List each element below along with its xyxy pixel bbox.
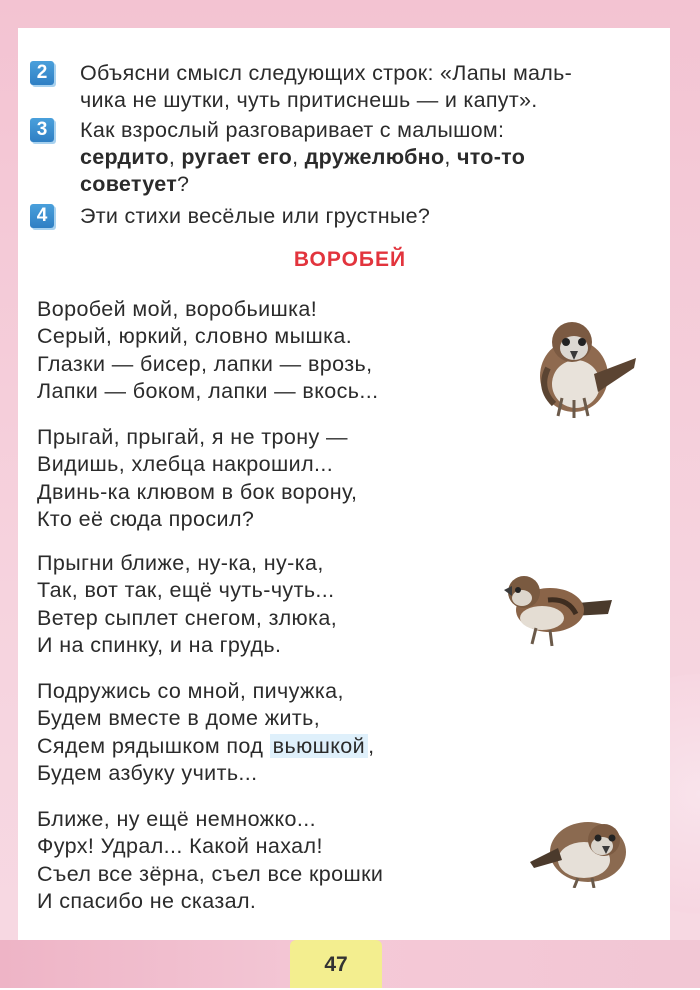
poem-line: Подружись со мной, пичужка, bbox=[37, 679, 344, 703]
punct: , bbox=[368, 733, 375, 758]
stanza-5 bbox=[37, 806, 383, 915]
poem-line: Двинь-ка клювом в бок ворону, bbox=[37, 479, 358, 504]
poem-line: Серый, юркий, словно мышка. bbox=[37, 324, 353, 349]
bold-word: дружелюбно bbox=[304, 145, 445, 169]
poem-line: Прыгни ближе, ну-ка, ну-ка, bbox=[37, 551, 324, 575]
punct: , bbox=[292, 145, 305, 169]
poem-line: Кто её сюда просил? bbox=[37, 506, 255, 531]
task-line: Эти стихи весёлые или грустные? bbox=[80, 204, 431, 228]
poem-line: Глазки — бисер, лапки — врозь, bbox=[37, 351, 373, 376]
poem-line: Съел все зёрна, съел все крошки bbox=[37, 861, 384, 886]
task-3 bbox=[30, 117, 690, 201]
task-line: Как взрослый разговаривает с малышом: bbox=[80, 118, 505, 142]
task-number-badge: 3 bbox=[30, 118, 54, 142]
stanza-3 bbox=[37, 550, 337, 659]
task-number-badge: 4 bbox=[30, 204, 54, 228]
task-2 bbox=[30, 60, 690, 116]
poem-line: Ближе, ну ещё немножко... bbox=[37, 807, 316, 831]
stanza-1 bbox=[37, 296, 378, 405]
page-number: 47 bbox=[290, 940, 382, 988]
poem-text: Сядем рядышком под bbox=[37, 733, 270, 758]
sparrow-illustration-1 bbox=[528, 318, 640, 422]
poem-line: И на спинку, и на грудь. bbox=[37, 632, 282, 657]
poem-line: Фурх! Удрал... Какой нахал! bbox=[37, 834, 323, 859]
bold-word: что-то bbox=[456, 145, 526, 169]
bold-word: советует bbox=[80, 172, 178, 196]
stanza-2 bbox=[37, 424, 357, 533]
poem-line: Воробей мой, воробьишка! bbox=[37, 297, 318, 321]
poem-line: Прыгай, прыгай, я не трону — bbox=[37, 425, 348, 449]
bold-word: сердито bbox=[80, 145, 169, 169]
poem-line: Лапки — боком, лапки — вкось... bbox=[37, 378, 379, 403]
sparrow-illustration-2 bbox=[496, 570, 614, 648]
task-line: чика не шутки, чуть притиснешь — и капут». bbox=[80, 88, 538, 112]
stanza-4 bbox=[37, 678, 374, 787]
task-4 bbox=[30, 203, 690, 233]
poem-line: И спасибо не сказал. bbox=[37, 888, 257, 913]
task-text bbox=[80, 203, 680, 230]
poem-line: Ветер сыплет снегом, злюка, bbox=[37, 605, 338, 630]
task-text bbox=[80, 117, 680, 198]
task-number-badge: 2 bbox=[30, 61, 54, 85]
task-line bbox=[80, 144, 680, 171]
punct: ? bbox=[177, 172, 190, 196]
poem-line: Видишь, хлебца накрошил... bbox=[37, 452, 334, 477]
poem-title: ВОРОБЕЙ bbox=[293, 248, 407, 271]
punct: , bbox=[168, 145, 182, 169]
poem-line bbox=[37, 733, 374, 760]
poem-line: Будем азбуку учить... bbox=[37, 760, 258, 785]
task-line: Объясни смысл следующих строк: «Лапы маль- bbox=[80, 61, 573, 85]
task-text bbox=[80, 60, 680, 114]
bold-word: ругает его bbox=[181, 145, 293, 169]
task-line bbox=[80, 171, 680, 198]
poem-line: Будем вместе в доме жить, bbox=[37, 706, 321, 731]
highlighted-word: вьюшкой bbox=[270, 734, 368, 758]
punct: , bbox=[444, 145, 457, 169]
poem-line: Так, вот так, ещё чуть-чуть... bbox=[37, 578, 335, 603]
sparrow-illustration-3 bbox=[528, 812, 632, 888]
